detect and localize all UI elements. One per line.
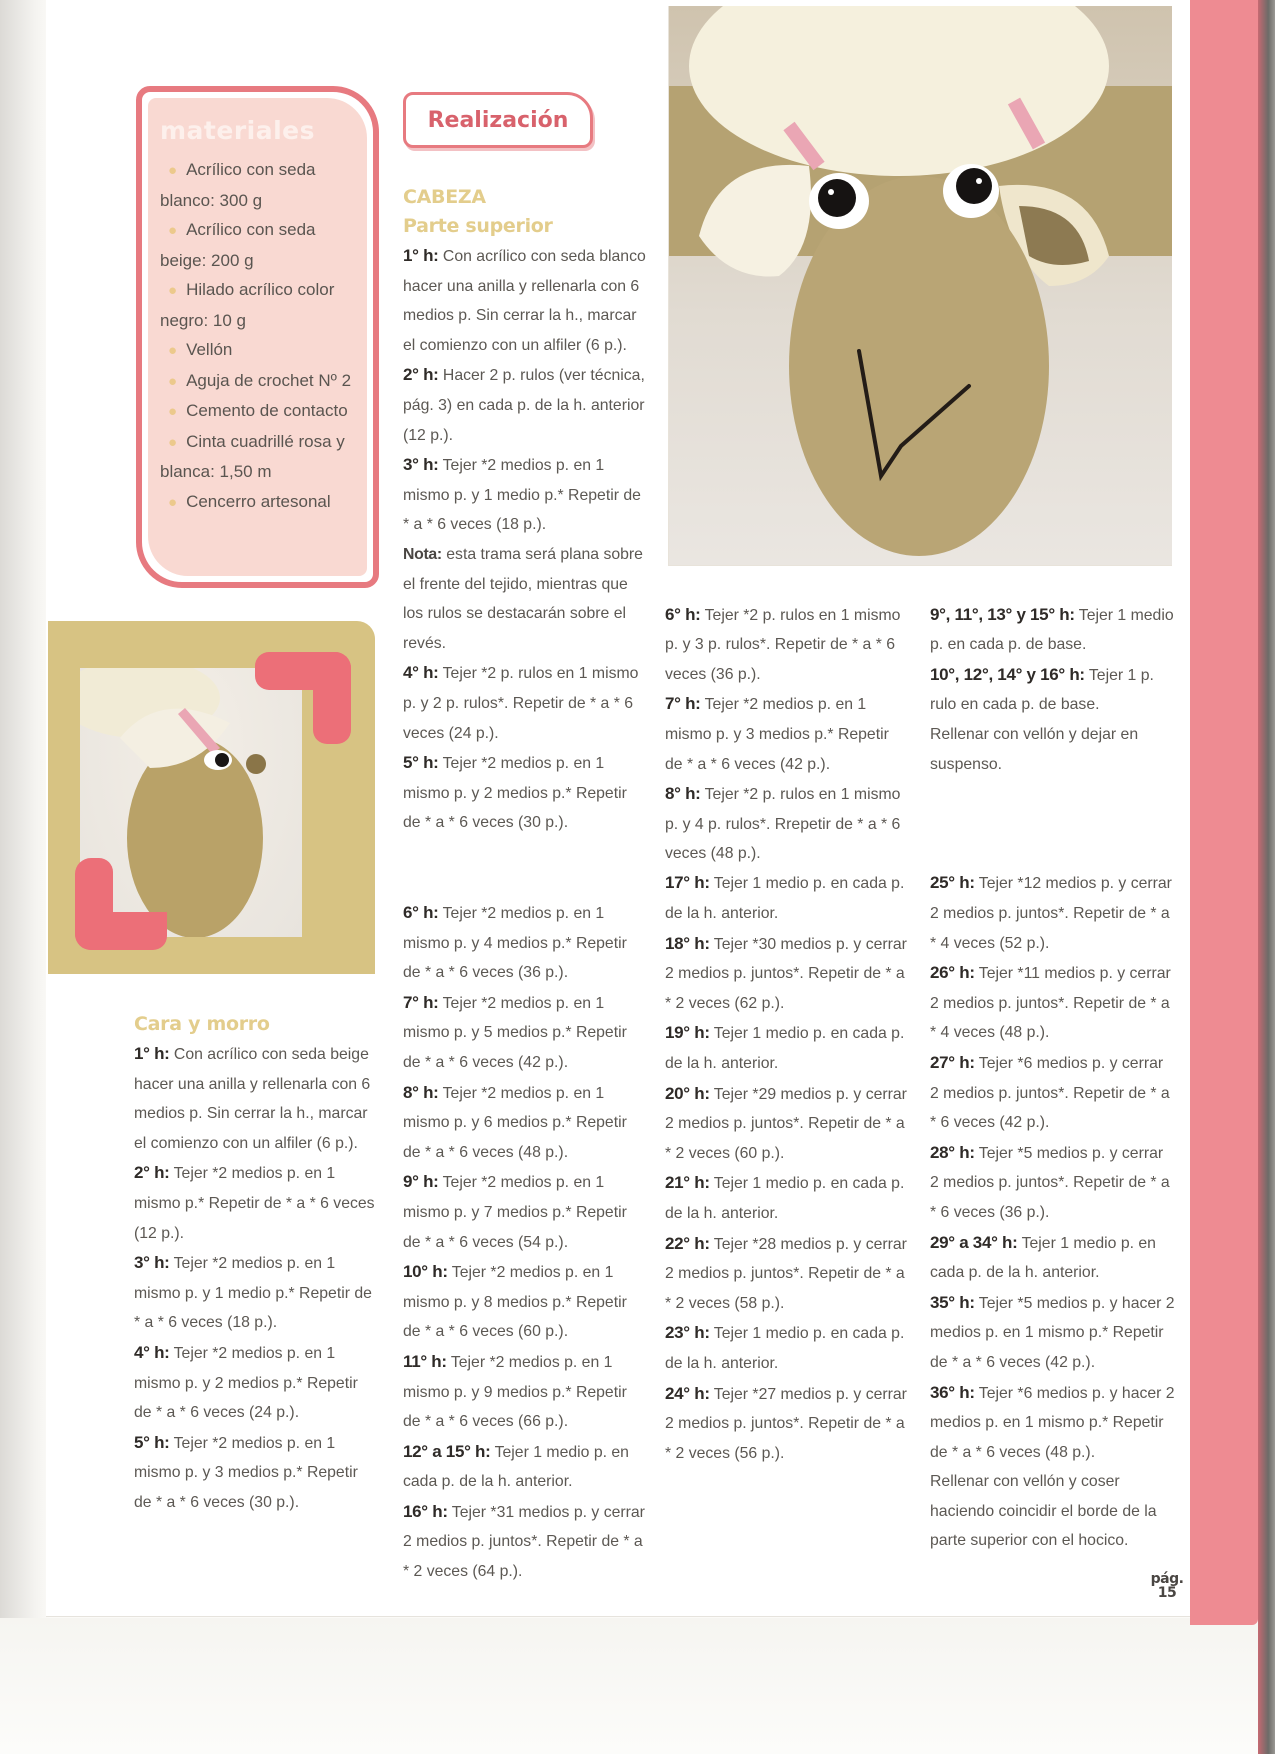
materials-item: ● Acrílico con seda blanco: 300 g — [160, 160, 316, 210]
scan-margin — [0, 1618, 1275, 1754]
instruction-row: 4° h: Tejer *2 medios p. en 1 mismo p. y 2 medios p.* Repetir de * a * 6 veces (24 p.). — [134, 1342, 358, 1422]
bullet-icon: ● — [168, 162, 178, 179]
bullet-icon: ● — [168, 222, 178, 239]
instruction-row: 36° h: Tejer *6 medios p. y hacer 2 medios p. en 1 mismo p.* Repetir de * a * 6 veces (48 p.). — [930, 1382, 1175, 1461]
bullet-icon: ● — [168, 342, 178, 359]
instruction-row: 26° h: Tejer *11 medios p. y cerrar 2 medios p. juntos*. Repetir de * a * 4 veces (48 p.). — [930, 963, 1171, 1042]
bullet-icon: ● — [168, 372, 178, 390]
sheep-side-photo — [80, 668, 302, 937]
text-column-cara-4 — [930, 868, 1175, 1556]
instruction-row: 5° h: Tejer *2 medios p. en 1 mismo p. y 2 medios p.* Repetir de * a * 6 veces (30 p.). — [403, 753, 627, 832]
note-row: Nota: esta trama será plana sobre el frente del tejido, mientras que los rulos se destacarán sobre el revés. — [403, 545, 643, 652]
sheep-front-photo — [668, 6, 1172, 566]
instruction-row: 24° h: Tejer *27 medios p. y cerrar 2 medios p. juntos*. Repetir de * a * 2 veces (56 p.). — [665, 1383, 907, 1462]
bullet-icon: ● — [168, 493, 178, 511]
instruction-row: 23° h: Tejer 1 medio p. en cada p. de la h. anterior. — [665, 1323, 905, 1372]
instruction-row: 6° h: Tejer *2 medios p. en 1 mismo p. y 4 medios p.* Repetir de * a * 6 veces (36 p.). — [403, 903, 627, 982]
materials-item: ● Vellón — [168, 340, 233, 359]
text-column-cara-1 — [134, 1010, 379, 1518]
page-number — [1148, 1572, 1186, 1600]
instruction-row: 9° h: Tejer *2 medios p. en 1 mismo p. y 7 medios p.* Repetir de * a * 6 veces (54 p.). — [403, 1172, 627, 1251]
instruction-row: 8° h: Tejer *2 p. rulos en 1 mismo p. y 4 p. rulos*. Rrepetir de * a * 6 veces (48 p.). — [665, 784, 901, 863]
instruction-row: 10°, 12°, 14° y 16° h: Tejer 1 p. rulo en cada p. de base. — [930, 664, 1154, 714]
materials-item: ● Hilado acrílico color negro: 10 g — [160, 280, 335, 330]
instruction-row: 2° h: Tejer *2 medios p. en 1 mismo p.* Repetir de * a * 6 veces (12 p.). — [134, 1163, 375, 1242]
instruction-row: 4° h: Tejer *2 p. rulos en 1 mismo p. y 2 p. rulos*. Repetir de * a * 6 veces (24 p.). — [403, 663, 639, 742]
bullet-icon: ● — [168, 403, 178, 420]
section-title: Cara y morro — [134, 1013, 270, 1035]
closing-row: Rellenar con vellón y coser haciendo coincidir el borde de la parte superior con el hocico. — [930, 1473, 1157, 1550]
materials-box — [136, 86, 379, 588]
materials-list — [160, 155, 353, 517]
instruction-row: 11° h: Tejer *2 medios p. en 1 mismo p. y 9 medios p.* Repetir de * a * 6 veces (66 p.). — [403, 1351, 627, 1431]
instruction-row: 2° h: Hacer 2 p. rulos (ver técnica, pág. 3) en cada p. de la h. anterior (12 p.). — [403, 365, 645, 444]
instruction-row: 8° h: Tejer *2 medios p. en 1 mismo p. y 6 medios p.* Repetir de * a * 6 veces (48 p.). — [403, 1082, 627, 1161]
subsection-title: Parte superior — [403, 215, 553, 237]
instruction-row: 17° h: Tejer 1 medio p. en cada p. de la h. anterior. — [665, 873, 905, 922]
sheep-front-illustration — [669, 6, 1172, 566]
materials-item: ● Aguja de crochet Nº 2 — [168, 370, 352, 390]
instruction-row: 6° h: Tejer *2 p. rulos en 1 mismo p. y 3 p. rulos*. Repetir de * a * 6 veces (36 p.). — [665, 604, 901, 683]
frame-corner — [75, 858, 113, 950]
instruction-row: 1° h: Con acrílico con seda beige hacer una anilla y rellenarla con 6 medios p. Sin cerrar la h., marcar el comienzo con un alfiler (6 p.). — [134, 1044, 371, 1152]
bullet-icon: ● — [168, 282, 178, 299]
instruction-row: 7° h: Tejer *2 medios p. en 1 mismo p. y 5 medios p.* Repetir de * a * 6 veces (42 p.). — [403, 992, 627, 1071]
instruction-row: 18° h: Tejer *30 medios p. y cerrar 2 medios p. juntos*. Repetir de * a * 2 veces (62 p.). — [665, 933, 907, 1012]
text-column-cabeza-1 — [403, 183, 648, 838]
instruction-row: 35° h: Tejer *5 medios p. y hacer 2 medios p. en 1 mismo p.* Repetir de * a * 6 veces (42 p.). — [930, 1292, 1175, 1371]
materials-item: ● Cencerro artesonal — [168, 491, 331, 511]
instruction-row: 19° h: Tejer 1 medio p. en cada p. de la h. anterior. — [665, 1023, 905, 1072]
instruction-row: 12° a 15° h: Tejer 1 medio p. en cada p. de la h. anterior. — [403, 1441, 629, 1491]
instruction-row: 7° h: Tejer *2 medios p. en 1 mismo p. y 3 medios p.* Repetir de * a * 6 veces (42 p.). — [665, 694, 889, 773]
frame-corner — [313, 652, 351, 744]
bullet-icon: ● — [168, 433, 178, 451]
materials-item: ● Cemento de contacto — [168, 401, 348, 420]
instruction-row: 3° h: Tejer *2 medios p. en 1 mismo p. y 1 medio p.* Repetir de * a * 6 veces (18 p.). — [403, 455, 641, 534]
text-column-cara-2 — [403, 898, 648, 1587]
text-column-cara-3 — [665, 868, 910, 1468]
page-label: pág. — [1150, 1571, 1184, 1587]
instruction-row: 25° h: Tejer *12 medios p. y cerrar 2 medios p. juntos*. Repetir de * a * 4 veces (52 p.). — [930, 873, 1172, 952]
realizacion-heading — [403, 92, 593, 148]
instruction-row: 27° h: Tejer *6 medios p. y cerrar 2 medios p. juntos*. Repetir de * a * 6 veces (42 p.). — [930, 1052, 1170, 1132]
scan-shadow — [0, 0, 50, 1754]
page-number-value: 15 — [1157, 1585, 1177, 1601]
instruction-row: 9°, 11°, 13° y 15° h: Tejer 1 medio p. en cada p. de base. — [930, 604, 1174, 654]
instruction-row: 20° h: Tejer *29 medios p. y cerrar 2 medios p. juntos*. Repetir de * a * 2 veces (60 p.). — [665, 1083, 907, 1162]
text-column-cabeza-2 — [665, 570, 910, 869]
instruction-row: 22° h: Tejer *28 medios p. y cerrar 2 medios p. juntos*. Repetir de * a * 2 veces (58 p.). — [665, 1233, 907, 1312]
instruction-row: 29° a 34° h: Tejer 1 medio p. en cada p. de la h. anterior. — [930, 1232, 1156, 1282]
materials-panel — [148, 98, 367, 576]
instruction-row: 3° h: Tejer *2 medios p. en 1 mismo p. y 1 medio p.* Repetir de * a * 6 veces (18 p.). — [134, 1253, 372, 1332]
instruction-row: 10° h: Tejer *2 medios p. en 1 mismo p. y 8 medios p.* Repetir de * a * 6 veces (60 p.). — [403, 1262, 627, 1341]
materials-item: ● Cinta cuadrillé rosa y blanca: 1,50 m — [160, 431, 345, 481]
text-column-cabeza-3 — [930, 570, 1175, 779]
instruction-row: 28° h: Tejer *5 medios p. y cerrar 2 medios p. juntos*. Repetir de * a * 6 veces (36 p.). — [930, 1142, 1170, 1221]
materials-item: ● Acrílico con seda beige: 200 g — [160, 220, 316, 270]
materials-title: materiales — [160, 116, 315, 145]
instruction-row: 5° h: Tejer *2 medios p. en 1 mismo p. y 3 medios p.* Repetir de * a * 6 veces (30 p.). — [134, 1432, 358, 1511]
section-title: CABEZA — [403, 186, 486, 208]
instruction-row: 21° h: Tejer 1 medio p. en cada p. de la h. anterior. — [665, 1173, 905, 1222]
sheep-side-illustration — [80, 668, 302, 937]
realizacion-label: Realización — [427, 107, 569, 133]
instruction-row: 16° h: Tejer *31 medios p. y cerrar 2 medios p. juntos*. Repetir de * a * 2 veces (64 p.). — [403, 1501, 645, 1581]
side-color-band — [1190, 0, 1258, 1625]
instruction-row: 1° h: Con acrílico con seda blanco hacer una anilla y rellenarla con 6 medios p. Sin cerrar la h., marcar el comienzo con un alfiler (6 p.). — [403, 246, 646, 354]
page-edge — [1258, 0, 1275, 1754]
closing-row: Rellenar con vellón y dejar en suspenso. — [930, 725, 1139, 773]
